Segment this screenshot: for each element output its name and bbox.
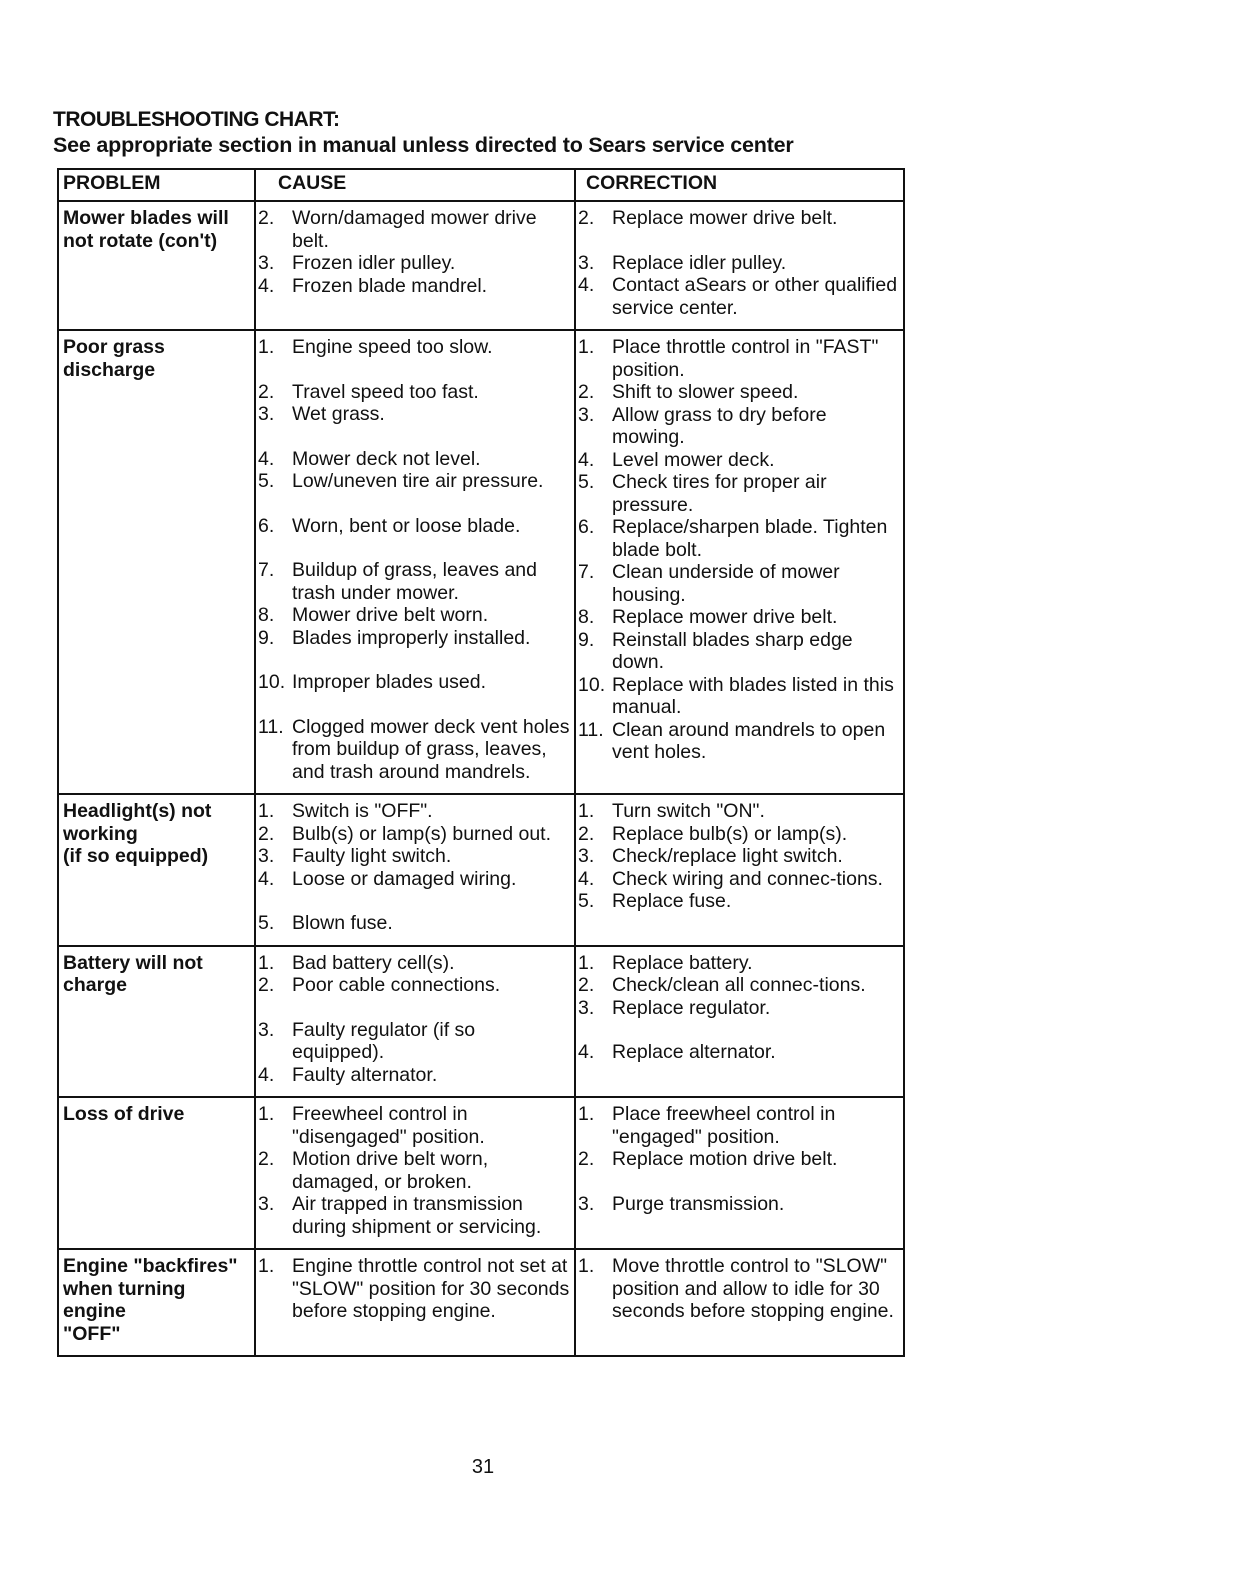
cause-item bbox=[258, 868, 572, 891]
chart-title: TROUBLESHOOTING CHART: bbox=[53, 108, 340, 131]
item-text: Switch is "OFF". bbox=[292, 800, 433, 822]
cause-item bbox=[258, 912, 572, 935]
problem-text: Mower blades will bbox=[63, 207, 229, 229]
item-number: 4. bbox=[258, 274, 275, 297]
correction-cell bbox=[575, 1249, 904, 1356]
correction-item bbox=[578, 719, 901, 764]
item-text: Clean underside of mower housing. bbox=[612, 561, 840, 606]
cause-item bbox=[258, 823, 572, 846]
item-text: Move throttle control to "SLOW" position and allow to idle for 30 seconds before stopping engine. bbox=[612, 1255, 894, 1322]
correction-cell bbox=[575, 330, 904, 794]
item-text: Faulty light switch. bbox=[292, 845, 452, 867]
column-header-correction: CORRECTION bbox=[575, 169, 904, 201]
item-number: 4. bbox=[258, 867, 275, 890]
table-row bbox=[58, 1097, 904, 1249]
item-text: Buildup of grass, leaves and trash under mower. bbox=[292, 559, 537, 604]
item-number: 10. bbox=[258, 671, 286, 693]
cause-item bbox=[258, 1019, 572, 1064]
problem-cell bbox=[58, 946, 255, 1098]
cause-item bbox=[258, 1255, 572, 1323]
item-text: Loose or damaged wiring. bbox=[292, 867, 517, 890]
cause-item bbox=[258, 559, 572, 604]
item-text: Check tires for proper air pressure. bbox=[612, 471, 827, 516]
item-number: 6. bbox=[258, 514, 275, 537]
item-text: Mower drive belt worn. bbox=[292, 604, 489, 626]
item-number: 5. bbox=[258, 912, 275, 934]
item-number: 1. bbox=[578, 336, 595, 358]
cause-item bbox=[258, 515, 572, 538]
correction-item bbox=[578, 471, 901, 516]
problem-text: when turning bbox=[63, 1277, 186, 1300]
problem-text: discharge bbox=[63, 358, 156, 381]
item-number: 6. bbox=[578, 516, 595, 538]
item-number: 11. bbox=[578, 718, 604, 741]
item-number: 1. bbox=[258, 336, 275, 358]
correction-item bbox=[578, 274, 901, 319]
item-text: Motion drive belt worn, damaged, or broken. bbox=[292, 1148, 489, 1193]
item-text: Replace alternator. bbox=[612, 1041, 776, 1063]
table-row bbox=[58, 1249, 904, 1356]
item-number: 4. bbox=[578, 867, 595, 890]
item-text: Improper blades used. bbox=[292, 671, 487, 693]
item-text: Contact aSears or other qualified service center. bbox=[612, 274, 898, 319]
item-text: Place throttle control in "FAST" position. bbox=[612, 336, 879, 381]
correction-item bbox=[578, 974, 901, 997]
correction-item bbox=[578, 823, 901, 846]
troubleshooting-table bbox=[57, 168, 905, 1357]
cause-item bbox=[258, 470, 572, 493]
problem-text: (if so equipped) bbox=[63, 845, 209, 867]
item-number: 4. bbox=[258, 1063, 275, 1086]
item-number: 1. bbox=[258, 800, 275, 822]
item-number: 1. bbox=[578, 951, 595, 974]
cause-item bbox=[258, 1148, 572, 1193]
item-number: 5. bbox=[578, 471, 595, 493]
correction-item bbox=[578, 1103, 901, 1148]
problem-cell bbox=[58, 794, 255, 946]
item-text: Reinstall blades sharp edge down. bbox=[612, 628, 853, 673]
correction-item bbox=[578, 207, 901, 230]
item-text: Faulty alternator. bbox=[292, 1063, 438, 1086]
cause-item bbox=[258, 252, 572, 275]
correction-item bbox=[578, 868, 901, 891]
item-text: Replace with blades listed in this manual. bbox=[612, 673, 894, 718]
item-number: 1. bbox=[258, 1255, 275, 1277]
problem-text: engine bbox=[63, 1300, 126, 1322]
item-text: Bulb(s) or lamp(s) burned out. bbox=[292, 822, 552, 845]
item-number: 4. bbox=[578, 274, 595, 296]
item-number: 2. bbox=[578, 207, 595, 229]
item-text: Check/replace light switch. bbox=[612, 845, 843, 867]
correction-item bbox=[578, 629, 901, 674]
item-text: Clogged mower deck vent holes from buildup of grass, leaves, and trash around mandrels. bbox=[292, 715, 570, 783]
problem-text: Loss of drive bbox=[63, 1103, 185, 1125]
cause-item bbox=[258, 1193, 572, 1238]
correction-cell bbox=[575, 201, 904, 330]
cause-item bbox=[258, 381, 572, 404]
item-text: Turn switch "ON". bbox=[612, 800, 765, 822]
item-number: 5. bbox=[578, 890, 595, 912]
item-text: Blown fuse. bbox=[292, 912, 393, 934]
item-text: Mower deck not level. bbox=[292, 447, 481, 470]
item-number: 2. bbox=[578, 381, 595, 403]
item-text: Level mower deck. bbox=[612, 448, 775, 471]
item-text: Replace battery. bbox=[612, 951, 753, 974]
item-number: 1. bbox=[578, 1103, 595, 1125]
item-number: 2. bbox=[258, 1148, 275, 1170]
item-number: 3. bbox=[258, 845, 275, 867]
item-number: 1. bbox=[578, 800, 595, 822]
correction-item bbox=[578, 404, 901, 449]
correction-item bbox=[578, 845, 901, 868]
page-number: 31 bbox=[471, 1456, 495, 1478]
item-number: 8. bbox=[578, 606, 595, 628]
item-number: 10. bbox=[578, 673, 606, 696]
cause-item bbox=[258, 403, 572, 426]
table-row bbox=[58, 946, 904, 1098]
item-text: Frozen idler pulley. bbox=[292, 252, 456, 274]
item-number: 9. bbox=[258, 626, 275, 649]
item-number: 4. bbox=[578, 1041, 595, 1063]
problem-text: charge bbox=[63, 974, 127, 996]
item-number: 2. bbox=[258, 207, 275, 229]
correction-item bbox=[578, 674, 901, 719]
correction-cell bbox=[575, 946, 904, 1098]
item-text: Clean around mandrels to open vent holes. bbox=[612, 718, 886, 763]
item-number: 3. bbox=[258, 403, 275, 425]
item-text: Replace motion drive belt. bbox=[612, 1148, 838, 1170]
item-number: 1. bbox=[578, 1255, 595, 1277]
item-text: Engine speed too slow. bbox=[292, 336, 493, 358]
item-number: 3. bbox=[578, 251, 595, 274]
problem-cell bbox=[58, 1249, 255, 1356]
item-number: 2. bbox=[578, 974, 595, 996]
item-number: 2. bbox=[578, 1148, 595, 1170]
item-number: 3. bbox=[258, 252, 275, 274]
problem-text: Engine "backfires" bbox=[63, 1255, 238, 1277]
cause-item bbox=[258, 336, 572, 359]
item-number: 2. bbox=[258, 822, 275, 845]
item-text: Check wiring and connec-tions. bbox=[612, 867, 883, 890]
item-text: Replace fuse. bbox=[612, 890, 732, 912]
cause-cell bbox=[255, 1097, 575, 1249]
correction-item bbox=[578, 1193, 901, 1216]
item-number: 3. bbox=[578, 1192, 595, 1215]
item-number: 11. bbox=[258, 715, 284, 738]
item-text: Engine throttle control not set at "SLOW" position for 30 seconds before stopping engine. bbox=[292, 1255, 570, 1322]
cause-item bbox=[258, 800, 572, 823]
problem-cell bbox=[58, 330, 255, 794]
item-number: 8. bbox=[258, 604, 275, 626]
cause-cell bbox=[255, 946, 575, 1098]
correction-item bbox=[578, 1255, 901, 1323]
correction-item bbox=[578, 449, 901, 472]
item-text: Replace mower drive belt. bbox=[612, 606, 838, 628]
item-number: 3. bbox=[578, 845, 595, 867]
problem-cell bbox=[58, 1097, 255, 1249]
item-text: Travel speed too fast. bbox=[292, 380, 479, 403]
problem-text: not rotate (con't) bbox=[63, 229, 218, 252]
item-number: 2. bbox=[578, 822, 595, 845]
correction-item bbox=[578, 606, 901, 629]
correction-cell bbox=[575, 1097, 904, 1249]
item-text: Replace idler pulley. bbox=[612, 251, 787, 274]
cause-item bbox=[258, 1103, 572, 1148]
item-text: Allow grass to dry before mowing. bbox=[612, 403, 827, 448]
item-text: Replace mower drive belt. bbox=[612, 207, 838, 229]
problem-text: working bbox=[63, 822, 138, 845]
item-text: Frozen blade mandrel. bbox=[292, 274, 488, 297]
cause-item bbox=[258, 671, 572, 694]
cause-item bbox=[258, 716, 572, 784]
item-number: 2. bbox=[258, 380, 275, 403]
problem-text: Headlight(s) not bbox=[63, 800, 212, 822]
item-number: 4. bbox=[258, 447, 275, 470]
item-number: 2. bbox=[258, 974, 275, 996]
correction-item bbox=[578, 516, 901, 561]
problem-text: Battery will not bbox=[63, 951, 203, 974]
item-text: Poor cable connections. bbox=[292, 974, 501, 996]
item-text: Freewheel control in "disengaged" position. bbox=[292, 1103, 485, 1148]
problem-text: Poor grass bbox=[63, 336, 165, 358]
item-number: 7. bbox=[578, 561, 595, 583]
column-header-problem: PROBLEM bbox=[58, 169, 255, 201]
item-text: Worn/damaged mower drive belt. bbox=[292, 207, 537, 252]
correction-item bbox=[578, 381, 901, 404]
cause-item bbox=[258, 627, 572, 650]
correction-item bbox=[578, 890, 901, 913]
correction-item bbox=[578, 336, 901, 381]
correction-item bbox=[578, 800, 901, 823]
correction-item bbox=[578, 1148, 901, 1171]
cause-item bbox=[258, 845, 572, 868]
cause-item bbox=[258, 974, 572, 997]
item-number: 9. bbox=[578, 628, 595, 651]
cause-item bbox=[258, 207, 572, 252]
item-text: Place freewheel control in "engaged" position. bbox=[612, 1103, 836, 1148]
table-header-row bbox=[58, 169, 904, 201]
item-text: Purge transmission. bbox=[612, 1192, 785, 1215]
cause-item bbox=[258, 448, 572, 471]
column-header-cause: CAUSE bbox=[255, 169, 575, 201]
item-text: Worn, bent or loose blade. bbox=[292, 514, 521, 537]
item-text: Replace bulb(s) or lamp(s). bbox=[612, 822, 848, 845]
table-row bbox=[58, 330, 904, 794]
cause-cell bbox=[255, 1249, 575, 1356]
item-number: 5. bbox=[258, 470, 275, 492]
chart-subtitle: See appropriate section in manual unless directed to Sears service center bbox=[53, 133, 794, 157]
cause-cell bbox=[255, 201, 575, 330]
item-number: 4. bbox=[578, 448, 595, 471]
item-number: 3. bbox=[578, 403, 595, 426]
cause-cell bbox=[255, 794, 575, 946]
item-text: Replace regulator. bbox=[612, 996, 771, 1019]
item-number: 3. bbox=[258, 1018, 275, 1041]
item-text: Low/uneven tire air pressure. bbox=[292, 470, 544, 492]
item-number: 3. bbox=[258, 1193, 275, 1215]
cause-cell bbox=[255, 330, 575, 794]
item-text: Bad battery cell(s). bbox=[292, 951, 455, 974]
cause-item bbox=[258, 952, 572, 975]
item-text: Shift to slower speed. bbox=[612, 381, 799, 403]
cause-item bbox=[258, 604, 572, 627]
correction-item bbox=[578, 561, 901, 606]
table-row bbox=[58, 794, 904, 946]
problem-cell bbox=[58, 201, 255, 330]
problem-text: "OFF" bbox=[63, 1322, 121, 1345]
item-number: 7. bbox=[258, 559, 275, 581]
item-number: 1. bbox=[258, 1103, 275, 1125]
item-text: Check/clean all connec-tions. bbox=[612, 974, 866, 996]
correction-item bbox=[578, 997, 901, 1020]
item-text: Air trapped in transmission during shipment or servicing. bbox=[292, 1193, 542, 1238]
correction-cell bbox=[575, 794, 904, 946]
item-number: 1. bbox=[258, 951, 275, 974]
cause-item bbox=[258, 275, 572, 298]
correction-item bbox=[578, 1041, 901, 1064]
item-number: 3. bbox=[578, 996, 595, 1019]
correction-item bbox=[578, 252, 901, 275]
table-row bbox=[58, 201, 904, 330]
item-text: Replace/sharpen blade. Tighten blade bolt. bbox=[612, 516, 888, 561]
item-text: Faulty regulator (if so equipped). bbox=[292, 1018, 476, 1063]
item-text: Wet grass. bbox=[292, 403, 385, 425]
item-text: Blades improperly installed. bbox=[292, 626, 531, 649]
cause-item bbox=[258, 1064, 572, 1087]
correction-item bbox=[578, 952, 901, 975]
